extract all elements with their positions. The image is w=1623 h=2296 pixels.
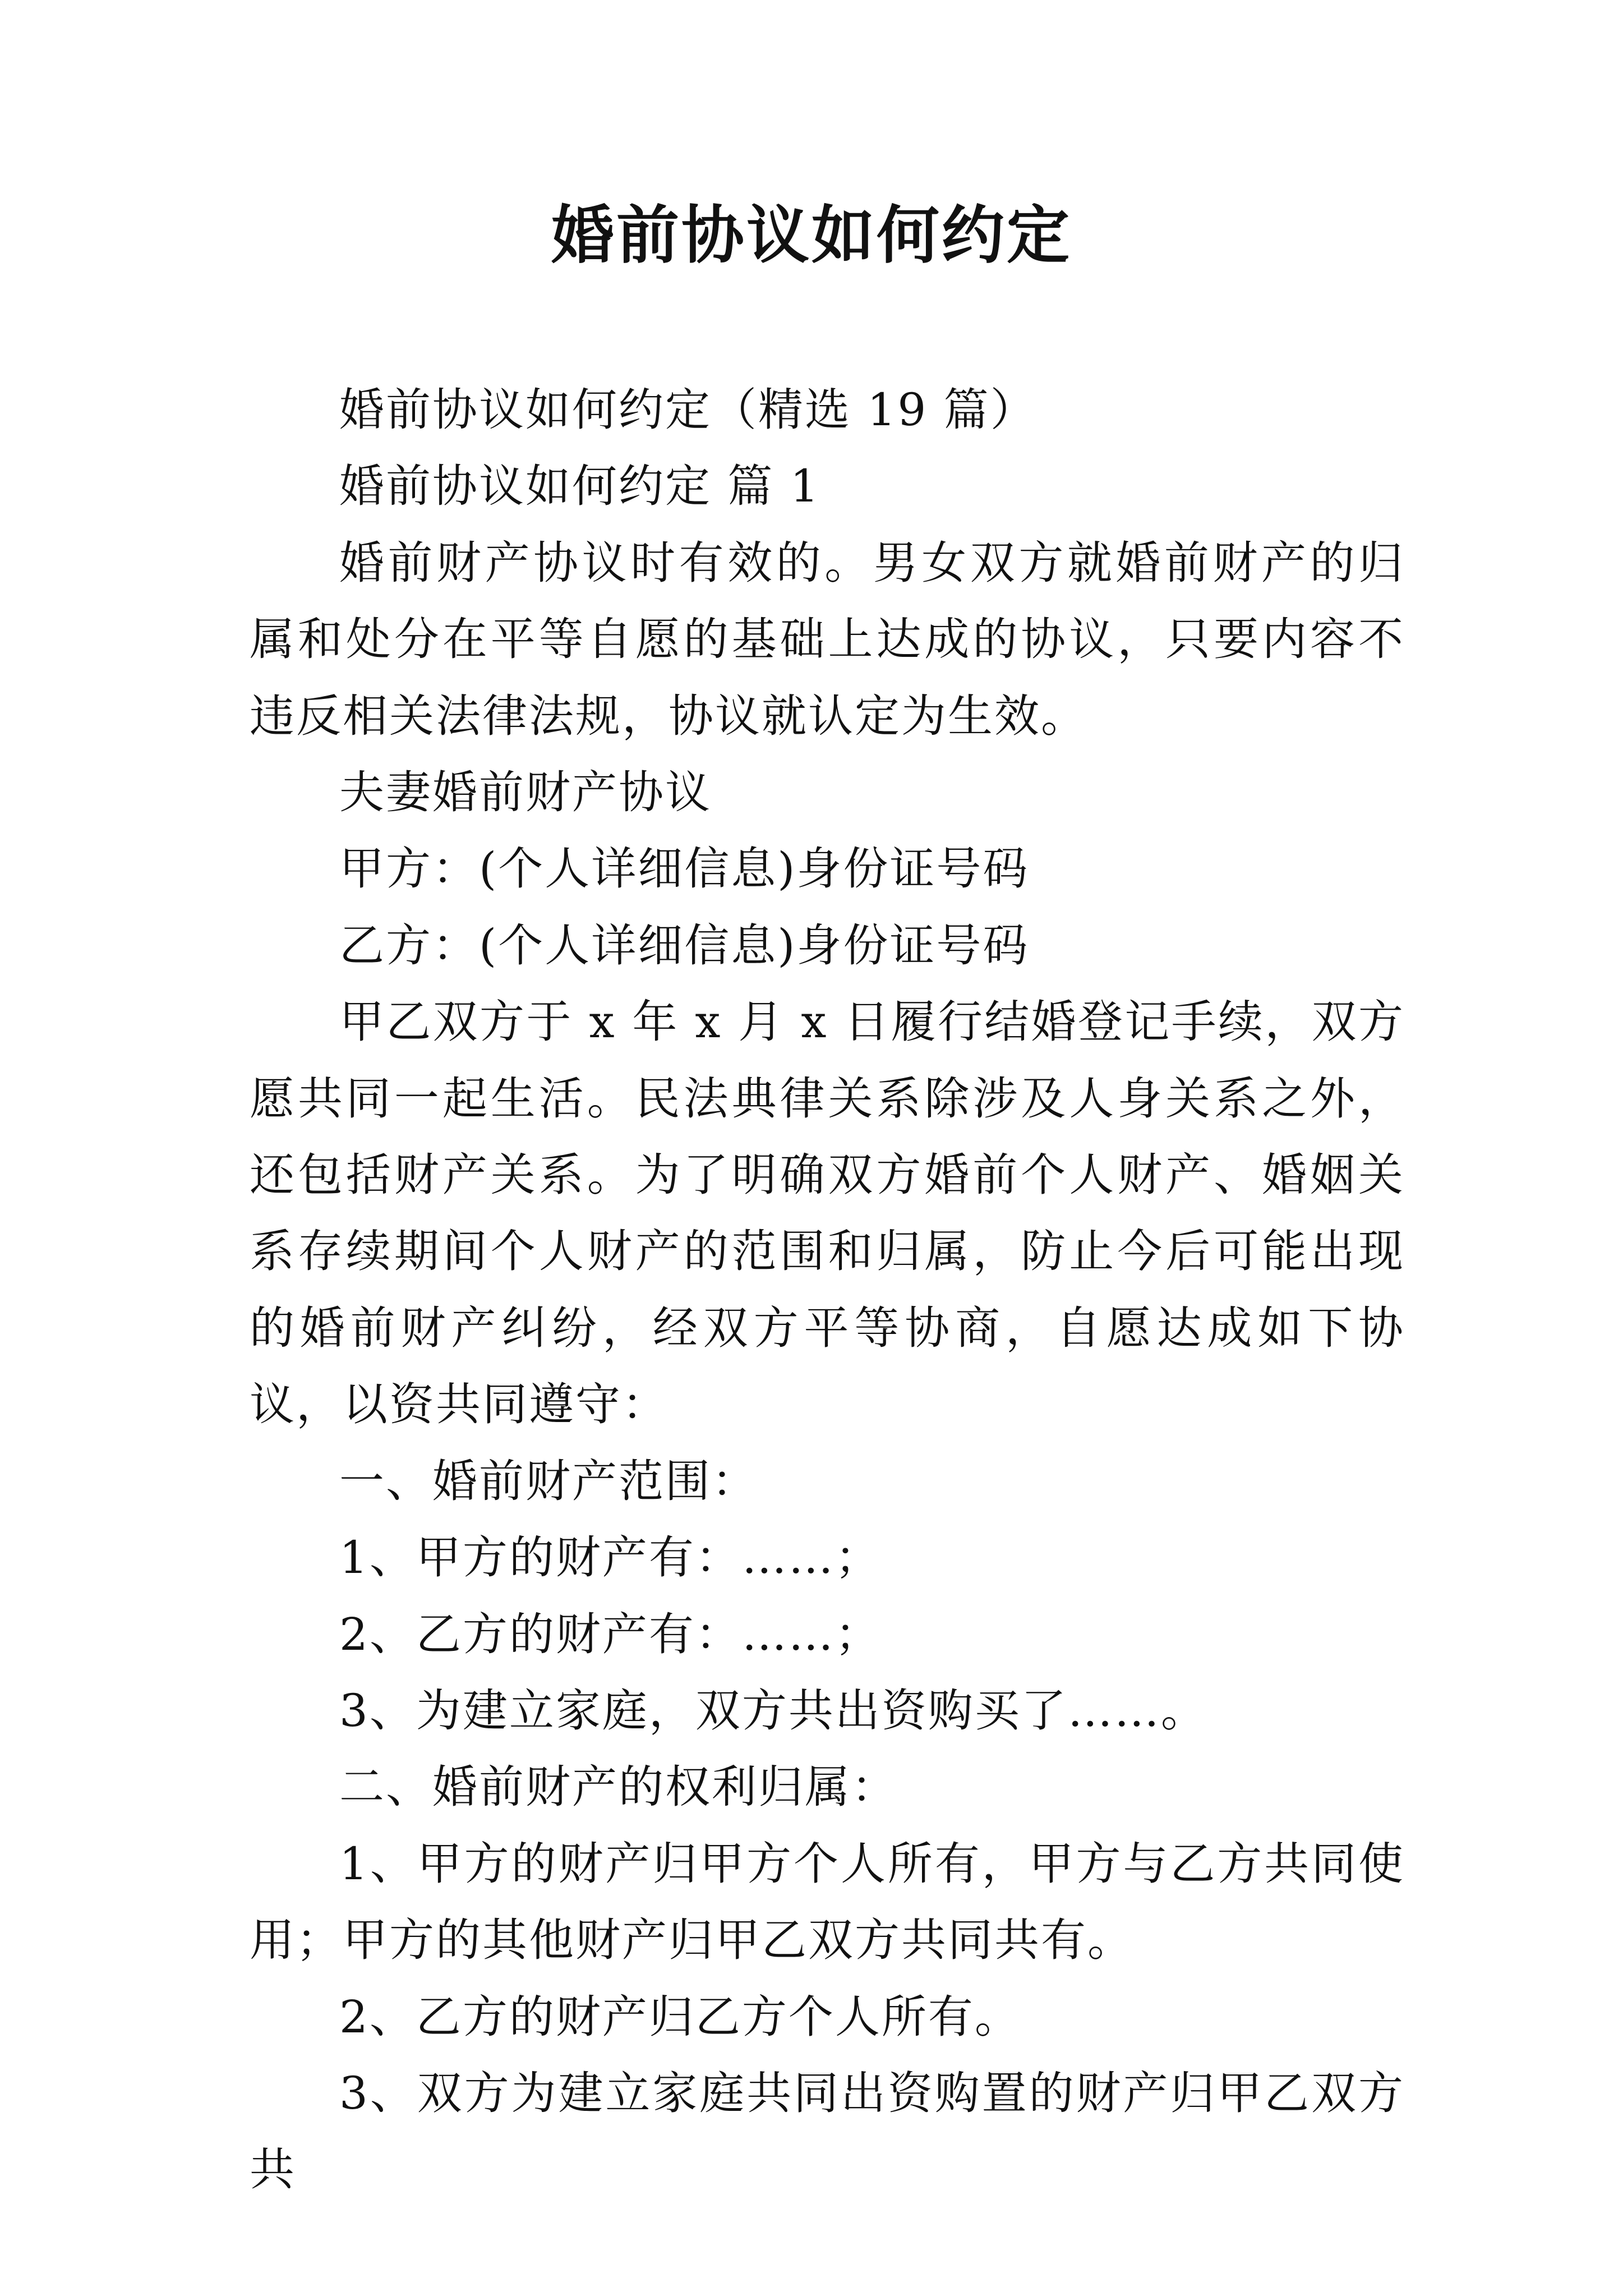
paragraph-item: 3、双方为建立家庭共同出资购置的财产归甲乙双方共	[250, 2067, 1405, 2196]
paragraph-heading-ownership: 二、婚前财产的权利归属：	[339, 1761, 898, 1814]
paragraph-preamble: 甲乙双方于 x 年 x 月 x 日履行结婚登记手续，双方愿共同一起生活。民法典律关系除涉及人身关系之外，还包括财产关系。为了明确双方婚前个人财产、婚姻关系存续期间个人财产的范围和归属，防止今后可能出现的婚前财产纠纷，经双方平等协商，自愿达成如下协议，以资共同遵守：	[250, 996, 1405, 1431]
paragraph-agreement-name: 夫妻婚前财产协议	[339, 766, 712, 819]
paragraph-intro: 婚前财产协议时有效的。男女双方就婚前财产的归属和处分在平等自愿的基础上达成的协议，只要内容不违反相关法律法规，协议就认定为生效。	[250, 536, 1405, 742]
document-title: 婚前协议如何约定	[551, 199, 1072, 272]
paragraph-heading-scope: 一、婚前财产范围：	[339, 1455, 758, 1507]
paragraph-item: 2、乙方的财产有：……；	[339, 1608, 882, 1660]
paragraph-party-b: 乙方：(个人详细信息)身份证号码	[339, 919, 1030, 972]
paragraph-item: 1、甲方的财产归甲方个人所有，甲方与乙方共同使用；甲方的其他财产归甲乙双方共同共有。	[250, 1837, 1405, 1967]
paragraph-item: 2、乙方的财产归乙方个人所有。	[339, 1990, 1021, 2043]
document-body	[250, 372, 1405, 2208]
paragraph-party-a: 甲方：(个人详细信息)身份证号码	[339, 843, 1030, 895]
paragraph-section-heading: 婚前协议如何约定 篇 1	[339, 460, 820, 513]
paragraph-subtitle: 婚前协议如何约定（精选 19 篇）	[339, 384, 1037, 436]
paragraph-item: 1、甲方的财产有：……；	[339, 1531, 882, 1584]
paragraph-item: 3、为建立家庭，双方共出资购买了……。	[339, 1684, 1207, 1737]
